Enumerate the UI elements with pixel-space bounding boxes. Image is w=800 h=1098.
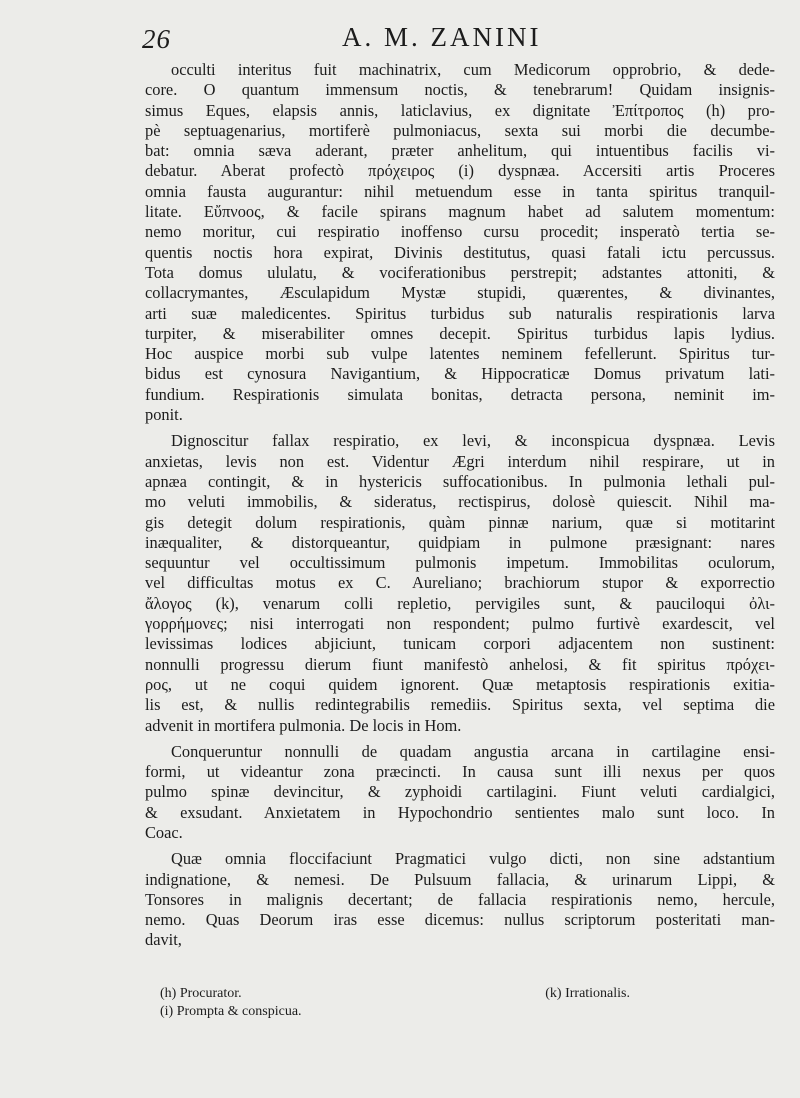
text-line: indignatione, & nemesi. De Pulsuum fallacia, & urinarum Lippi, & bbox=[145, 869, 775, 889]
page-header bbox=[142, 22, 772, 56]
text-line: omnia fausta augurantur: nihil metuendum esse in tanta spiritus tranquil- bbox=[145, 181, 775, 201]
footnote-i bbox=[160, 1003, 302, 1021]
text-line: anxietas, levis non est. Videntur Ægri interdum nihil respirare, ut in bbox=[145, 451, 775, 471]
text-line: davit, bbox=[145, 930, 182, 950]
text-line: Coac. bbox=[145, 822, 183, 842]
text-line: pulmo spinæ devincitur, & zyphoidi cartilagini. Fiunt veluti cardialgici, bbox=[145, 782, 775, 802]
text-line: ponit. bbox=[145, 405, 183, 425]
text-line: formi, ut videantur zona præcincti. In causa sunt illi nexus per quos bbox=[145, 762, 775, 782]
page-number: 26 bbox=[142, 24, 171, 54]
text-line: γορρήμονες; nisi interrogati non respondent; pulmo furtivè exardescit, vel bbox=[145, 614, 775, 634]
text-line: & exsudant. Anxietatem in Hypochondrio sentientes malo sunt loco. In bbox=[145, 802, 775, 822]
text-line: Quæ omnia floccifaciunt Pragmatici vulgo dicti, non sine adstantium bbox=[171, 849, 775, 869]
footnote-mark: (i) bbox=[160, 1004, 174, 1019]
text-line: arti suæ maledicentes. Spiritus turbidus sub naturalis respirationis larva bbox=[145, 303, 775, 323]
text-line: fundium. Respirationis simulata bonitas, detracta persona, neminit im- bbox=[145, 384, 775, 404]
text-line: levissimas lodices abjiciunt, tunicam corpori adjacentem non sustinent: bbox=[145, 634, 775, 654]
footnote-k bbox=[545, 985, 630, 1003]
footnote-text: Prompta & conspicua. bbox=[176, 1004, 302, 1019]
text-line: core. O quantum immensum noctis, & tenebrarum! Quidam insignis- bbox=[145, 80, 775, 100]
text-line: nemo. Quas Deorum iras esse dicemus: nullus scriptorum posteritati man- bbox=[145, 910, 775, 930]
footnote-h bbox=[160, 985, 242, 1003]
footnote-mark: (k) bbox=[545, 986, 562, 1001]
text-line: nemo moritur, cui respiratio inoffenso cursu procedit; insperatò tertia se- bbox=[145, 222, 775, 242]
text-line: debatur. Aberat profectò πρόχειρος (i) dyspnæa. Accersiti artis Proceres bbox=[145, 161, 775, 181]
text-line: litate. Εὔπνοος, & facile spirans magnum habet ad salutem momentum: bbox=[145, 202, 775, 222]
text-line: lis est, & nullis redintegrabilis remediis. Spiritus sexta, vel septima die bbox=[145, 695, 775, 715]
text-line: ρος, ut ne coqui quidem ignorent. Quæ metaptosis respirationis exitia- bbox=[145, 674, 775, 694]
text-line: simus Eques, elapsis annis, laticlavius, ex dignitate Ἐπίτροπος (h) pro- bbox=[145, 100, 775, 120]
text-line: Conqueruntur nonnulli de quadam angustia arcana in cartilagine ensi- bbox=[171, 741, 775, 761]
text-line: mo veluti immobilis, & sideratus, rectispirus, dolosè quiescit. Nihil ma- bbox=[145, 492, 775, 512]
paragraph-4 bbox=[145, 849, 775, 950]
text-line: vel difficultas motus ex C. Aureliano; brachiorum stupor & exporrectio bbox=[145, 573, 775, 593]
text-line: turpiter, & miserabiliter omnes decepit. Spiritus turbidus lapis lydius. bbox=[145, 323, 775, 343]
running-head: A. M. ZANINI bbox=[342, 22, 542, 52]
text-line: pè septuagenarius, mortiferè pulmoniacus, sexta sui morbi die decumbe- bbox=[145, 120, 775, 140]
text-line: bat: omnia sæva aderant, præter anhelitum, qui intuentibus facilis vi- bbox=[145, 141, 775, 161]
paragraph-2 bbox=[145, 431, 775, 735]
text-line: inæqualiter, & distorqueantur, quidpiam in pulmone præsignant: nares bbox=[145, 532, 775, 552]
text-line: bidus est cynosura Navigantium, & Hippocraticæ Domus privatum lati- bbox=[145, 364, 775, 384]
text-line: collacrymantes, Æsculapidum Mystæ stupidi, quærentes, & divinantes, bbox=[145, 283, 775, 303]
footnote-mark: (h) bbox=[160, 986, 177, 1001]
text-line: apnæa contingit, & in hystericis suffocationibus. In pulmonia lethali pul- bbox=[145, 471, 775, 491]
text-line: occulti interitus fuit machinatrix, cum Medicorum opprobrio, & dede- bbox=[171, 60, 775, 79]
text-line: quentis noctis hora expirat, Divinis destitutus, quasi fatali ictu percussus. bbox=[145, 242, 775, 262]
footnote-text: Procurator. bbox=[179, 986, 242, 1001]
text-line: Hoc auspice morbi sub vulpe latentes neminem fefellerunt. Spiritus tur- bbox=[145, 344, 775, 364]
text-line: Dignoscitur fallax respiratio, ex levi, & inconspicua dyspnæa. Levis bbox=[171, 431, 775, 451]
text-line: Tonsores in malignis decertant; de fallacia respirationis nemo, hercule, bbox=[145, 889, 775, 909]
body-text bbox=[145, 60, 775, 951]
footnote-text: Irrationalis. bbox=[565, 986, 630, 1001]
text-line: advenit in mortifera pulmonia. De locis in Hom. bbox=[145, 715, 462, 735]
text-line: Tota domus ululatu, & vociferationibus perstrepit; adstantes attoniti, & bbox=[145, 262, 775, 282]
paragraph-3 bbox=[145, 742, 775, 843]
text-line: sequuntur vel occultissimum pulmonis impetum. Immobilitas oculorum, bbox=[145, 553, 775, 573]
text-line: nonnulli progressu dierum fiunt manifestò anhelosi, & fit spiritus πρόχει- bbox=[145, 654, 775, 674]
paragraph-1 bbox=[145, 60, 775, 425]
footnotes bbox=[160, 985, 660, 1021]
text-line: ἄλογος (k), venarum colli repletio, pervigiles sunt, & pauciloqui ὀλι- bbox=[145, 593, 775, 613]
text-line: gis detegit dolum respirationis, quàm pinnæ narium, quæ si motitarint bbox=[145, 512, 775, 532]
